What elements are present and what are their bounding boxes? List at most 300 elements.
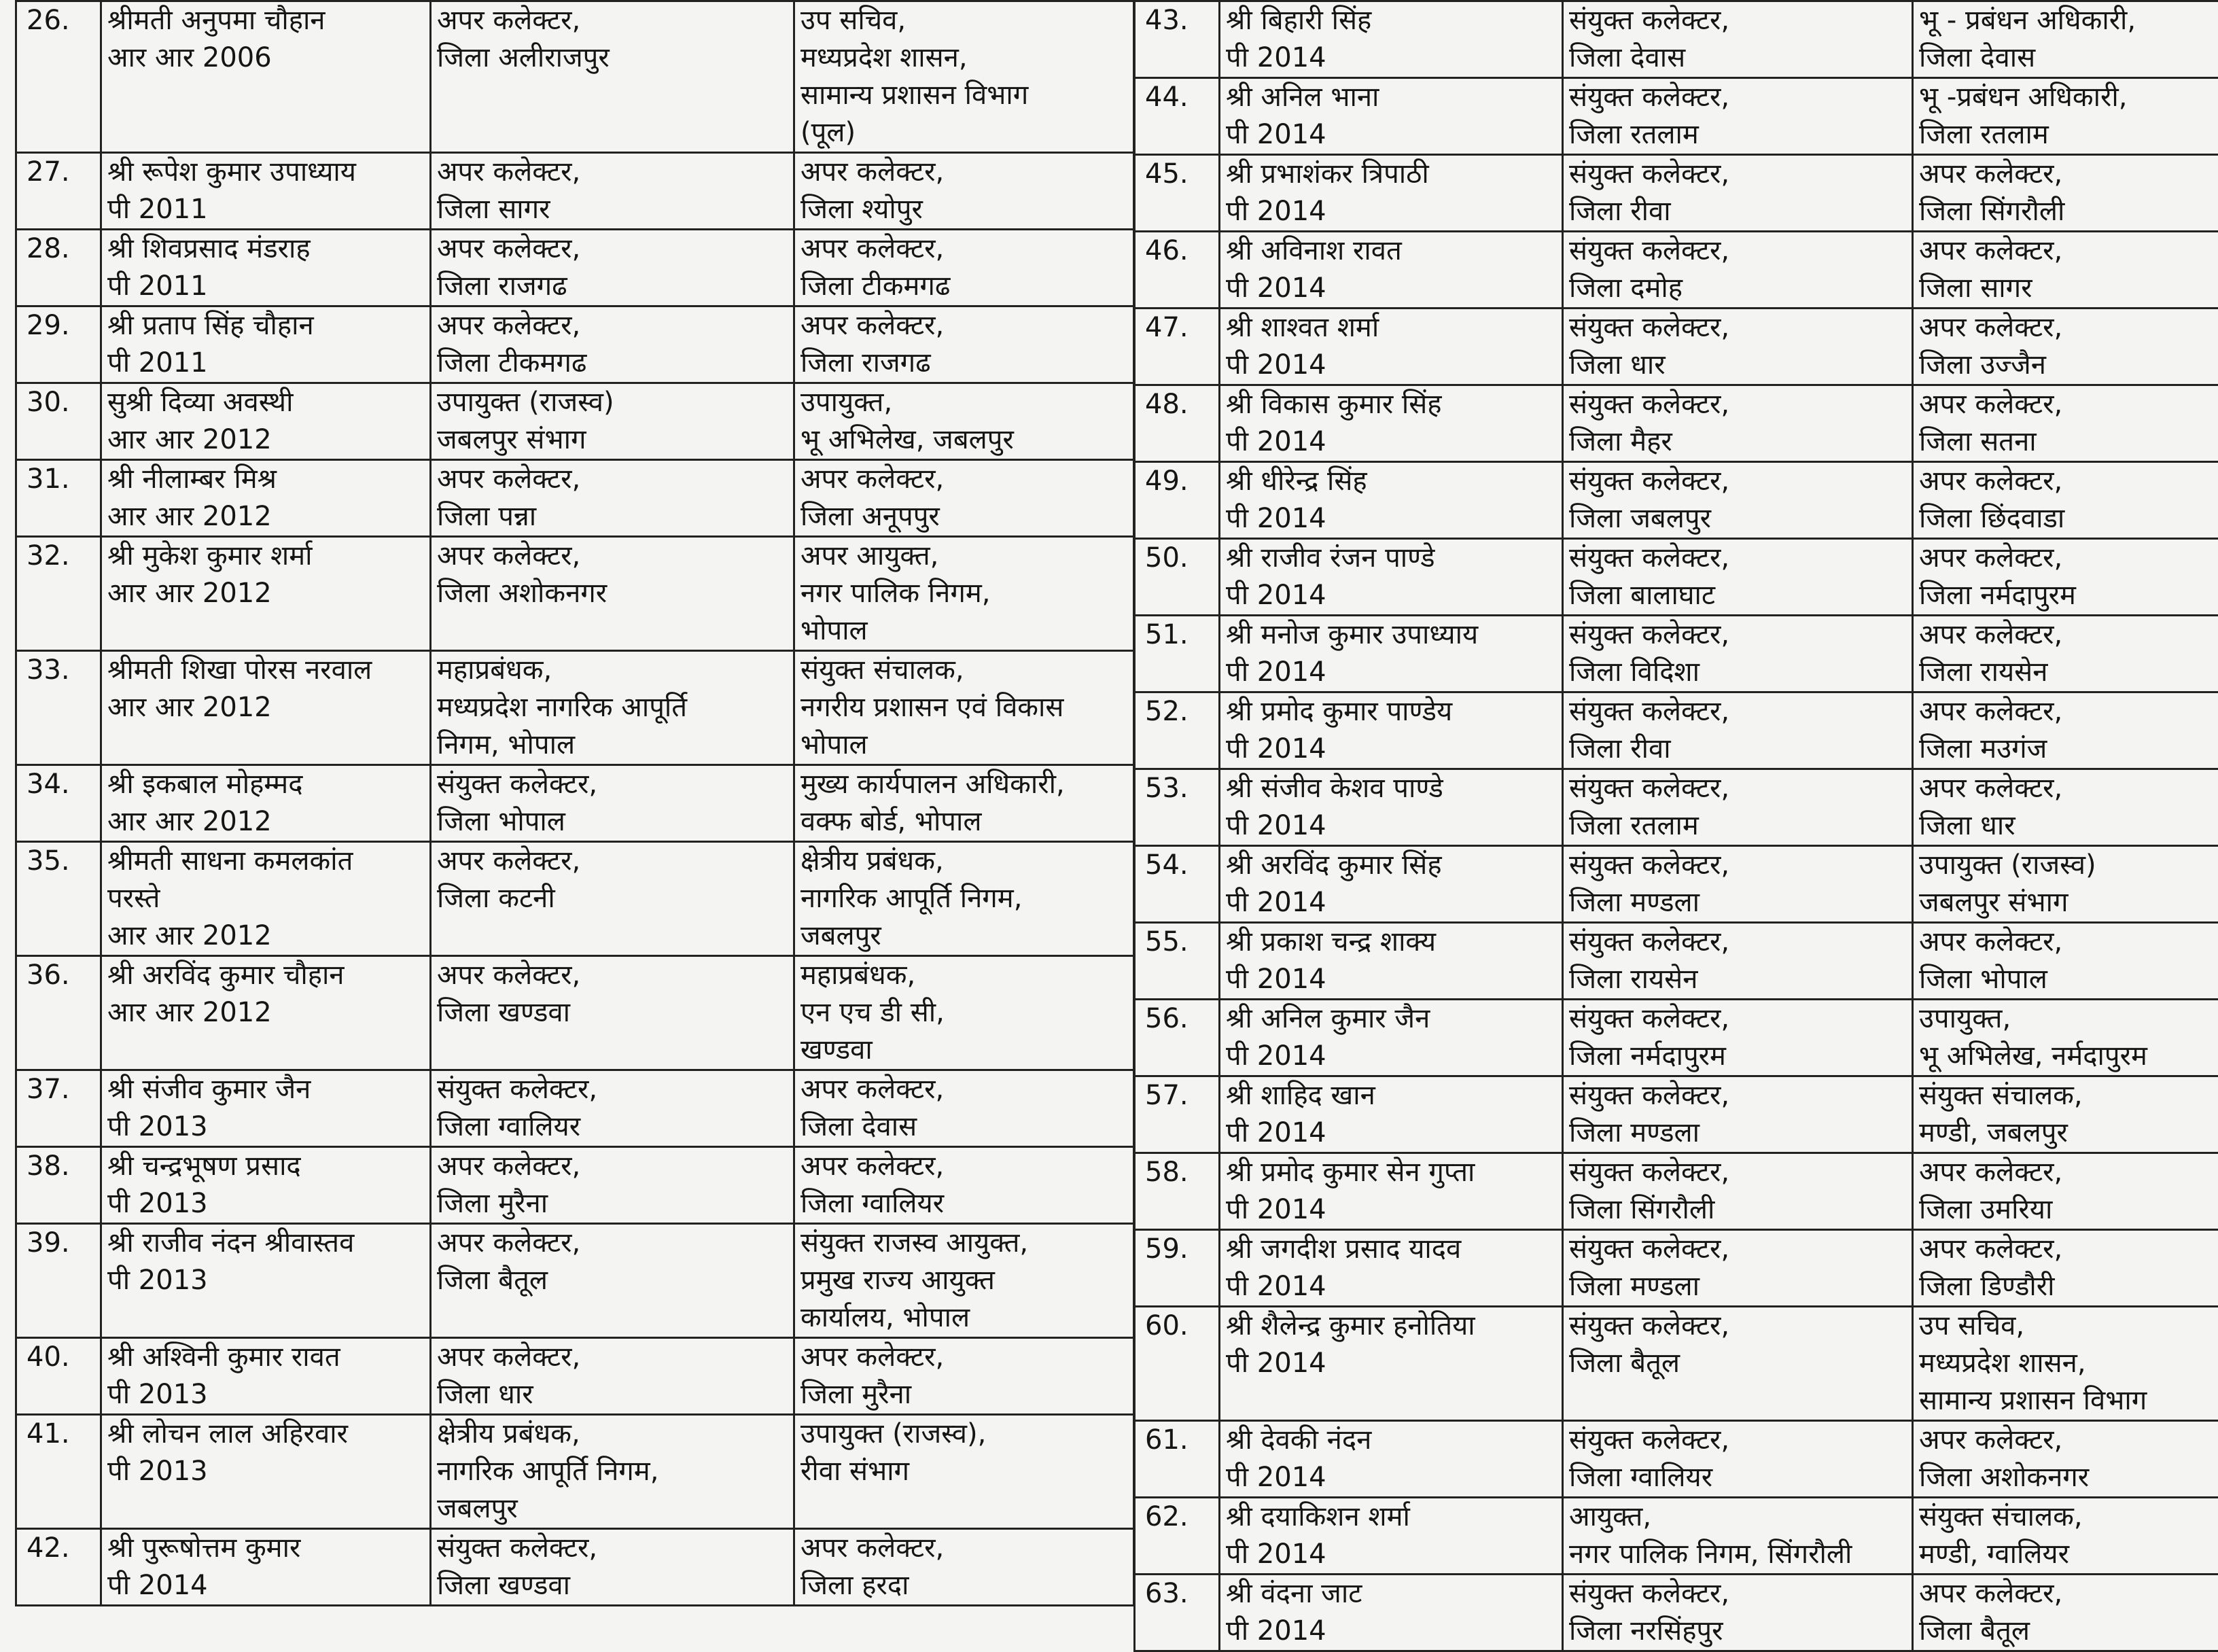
serial-number-cell <box>1135 1307 1220 1421</box>
new-posting-line: संयुक्त राजस्व आयुक्त, <box>800 1225 1127 1262</box>
table-row <box>16 230 1134 306</box>
officer-name: श्री संजीव कुमार जैन <box>107 1071 424 1108</box>
table-row <box>1135 1498 2218 1575</box>
officer-name: श्री मुकेश कुमार शर्मा <box>107 538 424 575</box>
current-posting-line: जबलपुर <box>437 1490 788 1528</box>
service-batch: पी 2013 <box>107 1453 424 1490</box>
new-posting-cell <box>794 842 1134 956</box>
serial-number: 55. <box>1145 924 1213 961</box>
new-posting-line: प्रमुख राज्य आयुक्त <box>800 1262 1127 1299</box>
new-posting-line: मण्डी, ग्वालियर <box>1919 1536 2213 1573</box>
new-posting-cell <box>1913 769 2218 846</box>
officer-name: श्री प्रमोद कुमार सेन गुप्ता <box>1226 1154 1556 1191</box>
officer-name: श्री इकबाल मोहम्मद <box>107 766 424 803</box>
officer-cell <box>1220 462 1563 539</box>
current-posting-cell <box>1563 1230 1913 1307</box>
current-posting-cell <box>431 842 794 956</box>
current-posting-cell <box>1563 78 1913 155</box>
officer-name: श्री प्रभाशंकर त्रिपाठी <box>1226 156 1556 193</box>
new-posting-cell <box>1913 692 2218 769</box>
new-posting-line: कार्यालय, भोपाल <box>800 1299 1127 1337</box>
current-posting-line: अपर कलेक्टर, <box>437 461 788 498</box>
serial-number-cell <box>16 956 101 1070</box>
serial-number-cell <box>16 306 101 383</box>
officer-cell <box>1220 923 1563 1000</box>
current-posting-line: अपर कलेक्टर, <box>437 154 788 191</box>
new-posting-line: रीवा संभाग <box>800 1453 1127 1490</box>
serial-number: 35. <box>27 843 94 880</box>
officer-name: श्री अनिल भाना <box>1226 79 1556 116</box>
serial-number: 39. <box>27 1225 94 1262</box>
officer-cell <box>1220 309 1563 385</box>
table-row <box>1135 309 2218 385</box>
new-posting-cell <box>1913 1230 2218 1307</box>
new-posting-line: भोपाल <box>800 612 1127 650</box>
officer-cell <box>1220 385 1563 462</box>
service-batch: पी 2014 <box>1226 654 1556 691</box>
new-posting-line: संयुक्त संचालक, <box>800 652 1127 689</box>
new-posting-cell <box>794 956 1134 1070</box>
service-batch: पी 2013 <box>107 1262 424 1299</box>
current-posting-cell <box>431 230 794 306</box>
serial-number: 51. <box>1145 616 1213 654</box>
current-posting-cell <box>1563 155 1913 232</box>
current-posting-cell <box>431 1338 794 1415</box>
current-posting-line: जिला बालाघाट <box>1569 577 1906 614</box>
new-posting-cell <box>1913 539 2218 616</box>
current-posting-line: जिला भोपाल <box>437 803 788 841</box>
table-row <box>16 842 1134 956</box>
current-posting-line: अपर कलेक्टर, <box>437 1225 788 1262</box>
current-posting-line: जिला दमोह <box>1569 270 1906 307</box>
new-posting-line: महाप्रबंधक, <box>800 957 1127 994</box>
service-batch: पी 2011 <box>107 268 424 305</box>
current-posting-cell <box>431 765 794 842</box>
officer-cell <box>101 1 431 153</box>
officer-name: श्रीमती अनुपमा चौहान <box>107 2 424 39</box>
officer-cell <box>1220 616 1563 692</box>
new-posting-line: अपर कलेक्टर, <box>1919 386 2213 423</box>
new-posting-line: अपर कलेक्टर, <box>1919 540 2213 577</box>
current-posting-cell <box>431 153 794 230</box>
officer-name: श्री जगदीश प्रसाद यादव <box>1226 1231 1556 1268</box>
current-posting-line: जिला बैतूल <box>1569 1345 1906 1382</box>
serial-number-cell <box>1135 232 1220 309</box>
current-posting-line: जिला बैतूल <box>437 1262 788 1299</box>
current-posting-line: अपर कलेक्टर, <box>437 307 788 345</box>
transfer-table-right <box>1133 0 2218 1652</box>
officer-name: श्री अश्विनी कुमार रावत <box>107 1339 424 1376</box>
current-posting-cell <box>1563 1575 1913 1651</box>
serial-number: 34. <box>27 766 94 803</box>
serial-number-cell <box>1135 692 1220 769</box>
current-posting-line: अपर कलेक्टर, <box>437 1148 788 1185</box>
officer-cell <box>101 956 431 1070</box>
current-posting-cell <box>431 651 794 765</box>
transfer-table-left <box>15 0 1135 1606</box>
table-row <box>16 1529 1134 1606</box>
officer-name: श्रीमती शिखा पोरस नरवाल <box>107 652 424 689</box>
new-posting-line: नागरिक आपूर्ति निगम, <box>800 880 1127 917</box>
new-posting-line: जिला सागर <box>1919 270 2213 307</box>
current-posting-line: संयुक्त कलेक्टर, <box>1569 1575 1906 1613</box>
service-batch: पी 2014 <box>1226 39 1556 77</box>
current-posting-line: जिला पन्ना <box>437 498 788 535</box>
current-posting-line: संयुक्त कलेक्टर, <box>1569 693 1906 731</box>
service-batch: पी 2014 <box>1226 270 1556 307</box>
service-batch: पी 2014 <box>1226 961 1556 998</box>
serial-number-cell <box>16 651 101 765</box>
new-posting-line: अपर कलेक्टर, <box>800 1148 1127 1185</box>
serial-number-cell <box>16 1338 101 1415</box>
new-posting-line: जिला अनूपपुर <box>800 498 1127 535</box>
table-row <box>1135 78 2218 155</box>
current-posting-line: संयुक्त कलेक्टर, <box>1569 1077 1906 1114</box>
table-row <box>16 1 1134 153</box>
table-row <box>16 651 1134 765</box>
new-posting-cell <box>794 1147 1134 1224</box>
new-posting-line: भोपाल <box>800 726 1127 764</box>
serial-number-cell <box>1135 1000 1220 1076</box>
new-posting-line: जिला सिंगरौली <box>1919 193 2213 230</box>
officer-cell <box>1220 78 1563 155</box>
current-posting-cell <box>1563 616 1913 692</box>
new-posting-cell <box>794 230 1134 306</box>
current-posting-line: उपायुक्त (राजस्व) <box>437 384 788 421</box>
table-row <box>16 765 1134 842</box>
new-posting-line: जिला छिंदवाडा <box>1919 500 2213 538</box>
officer-name: श्रीमती साधना कमलकांत <box>107 843 424 880</box>
new-posting-line: जिला रतलाम <box>1919 116 2213 154</box>
service-batch: पी 2014 <box>1226 193 1556 230</box>
service-batch: पी 2014 <box>1226 116 1556 154</box>
officer-cell <box>101 651 431 765</box>
serial-number-cell <box>1135 769 1220 846</box>
current-posting-line: जिला रतलाम <box>1569 116 1906 154</box>
current-posting-cell <box>431 1529 794 1606</box>
current-posting-line: निगम, भोपाल <box>437 726 788 764</box>
serial-number: 42. <box>27 1530 94 1567</box>
new-posting-cell <box>794 1224 1134 1338</box>
service-batch: पी 2014 <box>1226 1114 1556 1152</box>
current-posting-cell <box>431 956 794 1070</box>
serial-number: 61. <box>1145 1422 1213 1459</box>
current-posting-line: जिला नरसिंहपुर <box>1569 1613 1906 1650</box>
current-posting-cell <box>431 537 794 651</box>
current-posting-line: जिला खण्डवा <box>437 1567 788 1604</box>
new-posting-cell <box>1913 1076 2218 1153</box>
officer-cell <box>101 383 431 460</box>
new-posting-cell <box>1913 923 2218 1000</box>
new-posting-line: उपायुक्त (राजस्व) <box>1919 847 2213 884</box>
serial-number: 40. <box>27 1339 94 1376</box>
current-posting-line: संयुक्त कलेक्टर, <box>1569 1154 1906 1191</box>
serial-number-cell <box>16 153 101 230</box>
current-posting-line: जिला मैहर <box>1569 423 1906 461</box>
serial-number-cell <box>16 1070 101 1147</box>
new-posting-line: अपर कलेक्टर, <box>1919 463 2213 500</box>
current-posting-line: जिला मण्डला <box>1569 1268 1906 1305</box>
new-posting-cell <box>794 1415 1134 1529</box>
current-posting-cell <box>1563 1307 1913 1421</box>
service-batch: पी 2014 <box>1226 807 1556 845</box>
serial-number-cell <box>1135 385 1220 462</box>
new-posting-cell <box>1913 385 2218 462</box>
new-posting-line: अपर कलेक्टर, <box>800 1530 1127 1567</box>
serial-number: 48. <box>1145 386 1213 423</box>
new-posting-line: जिला अशोकनगर <box>1919 1459 2213 1496</box>
service-batch: आर आर 2006 <box>107 39 424 77</box>
new-posting-line: जिला भोपाल <box>1919 961 2213 998</box>
service-batch: पी 2014 <box>1226 347 1556 384</box>
serial-number-cell <box>16 383 101 460</box>
current-posting-cell <box>1563 539 1913 616</box>
serial-number: 38. <box>27 1148 94 1185</box>
officer-cell <box>1220 1421 1563 1498</box>
officer-cell <box>1220 232 1563 309</box>
current-posting-line: जिला मण्डला <box>1569 884 1906 921</box>
table-row <box>1135 1000 2218 1076</box>
officer-cell <box>1220 1076 1563 1153</box>
current-posting-cell <box>1563 309 1913 385</box>
officer-name: श्री शाहिद खान <box>1226 1077 1556 1114</box>
officer-name: श्री देवकी नंदन <box>1226 1422 1556 1459</box>
table-row <box>16 1224 1134 1338</box>
serial-number-cell <box>1135 923 1220 1000</box>
serial-number-cell <box>1135 1230 1220 1307</box>
serial-number-cell <box>1135 1575 1220 1651</box>
current-posting-line: संयुक्त कलेक्टर, <box>1569 540 1906 577</box>
officer-cell <box>101 537 431 651</box>
new-posting-cell <box>794 383 1134 460</box>
new-posting-line: मुख्य कार्यपालन अधिकारी, <box>800 766 1127 803</box>
table-row <box>16 1070 1134 1147</box>
new-posting-line: जिला डिण्डौरी <box>1919 1268 2213 1305</box>
current-posting-line: संयुक्त कलेक्टर, <box>437 1071 788 1108</box>
table-row <box>1135 1 2218 78</box>
officer-cell <box>101 1415 431 1529</box>
service-batch: पी 2014 <box>1226 1345 1556 1382</box>
serial-number: 26. <box>27 2 94 39</box>
new-posting-cell <box>1913 846 2218 923</box>
serial-number: 57. <box>1145 1077 1213 1114</box>
current-posting-cell <box>1563 846 1913 923</box>
serial-number: 44. <box>1145 79 1213 116</box>
serial-number: 60. <box>1145 1307 1213 1345</box>
current-posting-line: जिला कटनी <box>437 880 788 917</box>
service-batch: पी 2014 <box>1226 1536 1556 1573</box>
new-posting-cell <box>794 1070 1134 1147</box>
serial-number-cell <box>16 1529 101 1606</box>
serial-number: 37. <box>27 1071 94 1108</box>
serial-number-cell <box>1135 1498 1220 1575</box>
serial-number: 58. <box>1145 1154 1213 1191</box>
officer-cell <box>101 1070 431 1147</box>
new-posting-cell <box>794 153 1134 230</box>
serial-number: 36. <box>27 957 94 994</box>
new-posting-line: उपायुक्त, <box>1919 1000 2213 1038</box>
table-row <box>16 460 1134 537</box>
new-posting-line: अपर कलेक्टर, <box>1919 1231 2213 1268</box>
new-posting-line: अपर कलेक्टर, <box>800 230 1127 268</box>
current-posting-line: संयुक्त कलेक्टर, <box>1569 232 1906 270</box>
new-posting-cell <box>794 306 1134 383</box>
serial-number: 28. <box>27 230 94 268</box>
service-batch: आर आर 2012 <box>107 917 424 955</box>
serial-number-cell <box>16 1415 101 1529</box>
current-posting-line: मध्यप्रदेश नागरिक आपूर्ति <box>437 689 788 726</box>
current-posting-line: जिला राजगढ <box>437 268 788 305</box>
officer-cell <box>1220 692 1563 769</box>
officer-cell <box>101 1529 431 1606</box>
current-posting-line: महाप्रबंधक, <box>437 652 788 689</box>
officer-cell <box>101 153 431 230</box>
officer-name: श्री संजीव केशव पाण्डे <box>1226 770 1556 807</box>
service-batch: पी 2013 <box>107 1108 424 1146</box>
new-posting-line: अपर कलेक्टर, <box>1919 924 2213 961</box>
new-posting-line: जिला उमरिया <box>1919 1191 2213 1229</box>
table-row <box>16 306 1134 383</box>
serial-number-cell <box>16 230 101 306</box>
officer-cell <box>1220 1000 1563 1076</box>
officer-name: श्री शाश्वत शर्मा <box>1226 309 1556 347</box>
service-batch: आर आर 2012 <box>107 689 424 726</box>
officer-name-continued: परस्ते <box>107 880 424 917</box>
new-posting-line: अपर कलेक्टर, <box>800 1071 1127 1108</box>
current-posting-cell <box>1563 692 1913 769</box>
new-posting-cell <box>1913 1000 2218 1076</box>
table-row <box>16 1147 1134 1224</box>
service-batch: आर आर 2012 <box>107 421 424 459</box>
table-row <box>1135 1076 2218 1153</box>
serial-number: 29. <box>27 307 94 345</box>
new-posting-line: अपर कलेक्टर, <box>1919 232 2213 270</box>
current-posting-line: अपर कलेक्टर, <box>437 957 788 994</box>
new-posting-line: नगरीय प्रशासन एवं विकास <box>800 689 1127 726</box>
current-posting-cell <box>431 306 794 383</box>
new-posting-line: जिला बैतूल <box>1919 1613 2213 1650</box>
current-posting-line: संयुक्त कलेक्टर, <box>1569 616 1906 654</box>
new-posting-cell <box>1913 1421 2218 1498</box>
officer-cell <box>101 1338 431 1415</box>
serial-number-cell <box>1135 309 1220 385</box>
officer-name: सुश्री दिव्या अवस्थी <box>107 384 424 421</box>
current-posting-cell <box>431 1147 794 1224</box>
new-posting-line: मण्डी, जबलपुर <box>1919 1114 2213 1152</box>
current-posting-cell <box>1563 385 1913 462</box>
current-posting-cell <box>431 1224 794 1338</box>
new-posting-line: जिला मुरैना <box>800 1376 1127 1413</box>
serial-number: 50. <box>1145 540 1213 577</box>
officer-name: श्री नीलाम्बर मिश्र <box>107 461 424 498</box>
officer-name: श्री राजीव रंजन पाण्डे <box>1226 540 1556 577</box>
current-posting-line: जिला नर्मदापुरम <box>1569 1038 1906 1075</box>
serial-number-cell <box>16 765 101 842</box>
current-posting-line: नगर पालिक निगम, सिंगरौली <box>1569 1536 1906 1573</box>
new-posting-cell <box>794 651 1134 765</box>
serial-number: 63. <box>1145 1575 1213 1613</box>
new-posting-cell <box>1913 1153 2218 1230</box>
new-posting-cell <box>1913 78 2218 155</box>
officer-name: श्री विकास कुमार सिंह <box>1226 386 1556 423</box>
current-posting-line: जिला देवास <box>1569 39 1906 77</box>
table-row <box>1135 769 2218 846</box>
new-posting-cell <box>1913 1 2218 78</box>
new-posting-line: उपायुक्त, <box>800 384 1127 421</box>
current-posting-line: जिला धार <box>1569 347 1906 384</box>
service-batch: पी 2013 <box>107 1376 424 1413</box>
current-posting-cell <box>1563 1421 1913 1498</box>
current-posting-line: जिला विदिशा <box>1569 654 1906 691</box>
current-posting-line: जिला ग्वालियर <box>437 1108 788 1146</box>
serial-number: 33. <box>27 652 94 689</box>
serial-number: 30. <box>27 384 94 421</box>
officer-name: श्री अरविंद कुमार सिंह <box>1226 847 1556 884</box>
serial-number: 62. <box>1145 1498 1213 1536</box>
current-posting-line: जिला रतलाम <box>1569 807 1906 845</box>
table-row <box>16 383 1134 460</box>
new-posting-line: जिला सतना <box>1919 423 2213 461</box>
table-row <box>1135 385 2218 462</box>
officer-cell <box>1220 1230 1563 1307</box>
new-posting-line: जिला उज्जैन <box>1919 347 2213 384</box>
table-row <box>1135 692 2218 769</box>
table-row <box>1135 155 2218 232</box>
new-posting-cell <box>794 1529 1134 1606</box>
serial-number-cell <box>1135 1153 1220 1230</box>
current-posting-cell <box>431 1415 794 1529</box>
serial-number: 45. <box>1145 156 1213 193</box>
current-posting-line: जिला रायसेन <box>1569 961 1906 998</box>
table-row <box>1135 1153 2218 1230</box>
current-posting-line: संयुक्त कलेक्टर, <box>1569 1307 1906 1345</box>
service-batch: पी 2014 <box>1226 884 1556 921</box>
current-posting-line: जिला सिंगरौली <box>1569 1191 1906 1229</box>
new-posting-line: उप सचिव, <box>800 2 1127 39</box>
new-posting-cell <box>1913 309 2218 385</box>
new-posting-line: अपर कलेक्टर, <box>800 461 1127 498</box>
serial-number: 52. <box>1145 693 1213 731</box>
new-posting-line: नगर पालिक निगम, <box>800 575 1127 612</box>
current-posting-line: संयुक्त कलेक्टर, <box>1569 1231 1906 1268</box>
serial-number: 31. <box>27 461 94 498</box>
officer-name: श्री अरविंद कुमार चौहान <box>107 957 424 994</box>
current-posting-line: आयुक्त, <box>1569 1498 1906 1536</box>
officer-name: श्री प्रकाश चन्द्र शाक्य <box>1226 924 1556 961</box>
table-row <box>1135 539 2218 616</box>
officer-name: श्री प्रमोद कुमार पाण्डेय <box>1226 693 1556 731</box>
new-posting-line: जिला मउगंज <box>1919 731 2213 768</box>
officer-cell <box>1220 155 1563 232</box>
current-posting-line: अपर कलेक्टर, <box>437 538 788 575</box>
officer-cell <box>1220 1575 1563 1651</box>
new-posting-line: मध्यप्रदेश शासन, <box>800 39 1127 77</box>
service-batch: पी 2014 <box>1226 1038 1556 1075</box>
officer-cell <box>1220 846 1563 923</box>
serial-number-cell <box>1135 616 1220 692</box>
current-posting-line: जिला मुरैना <box>437 1185 788 1223</box>
new-posting-line: जिला रायसेन <box>1919 654 2213 691</box>
officer-name: श्री लोचन लाल अहिरवार <box>107 1416 424 1453</box>
current-posting-cell <box>1563 923 1913 1000</box>
new-posting-line: भू - प्रबंधन अधिकारी, <box>1919 2 2213 39</box>
current-posting-line: संयुक्त कलेक्टर, <box>1569 924 1906 961</box>
new-posting-line: अपर कलेक्टर, <box>800 1339 1127 1376</box>
officer-name: श्री अविनाश रावत <box>1226 232 1556 270</box>
service-batch: आर आर 2012 <box>107 803 424 841</box>
new-posting-line: जिला देवास <box>800 1108 1127 1146</box>
new-posting-line: अपर कलेक्टर, <box>1919 616 2213 654</box>
